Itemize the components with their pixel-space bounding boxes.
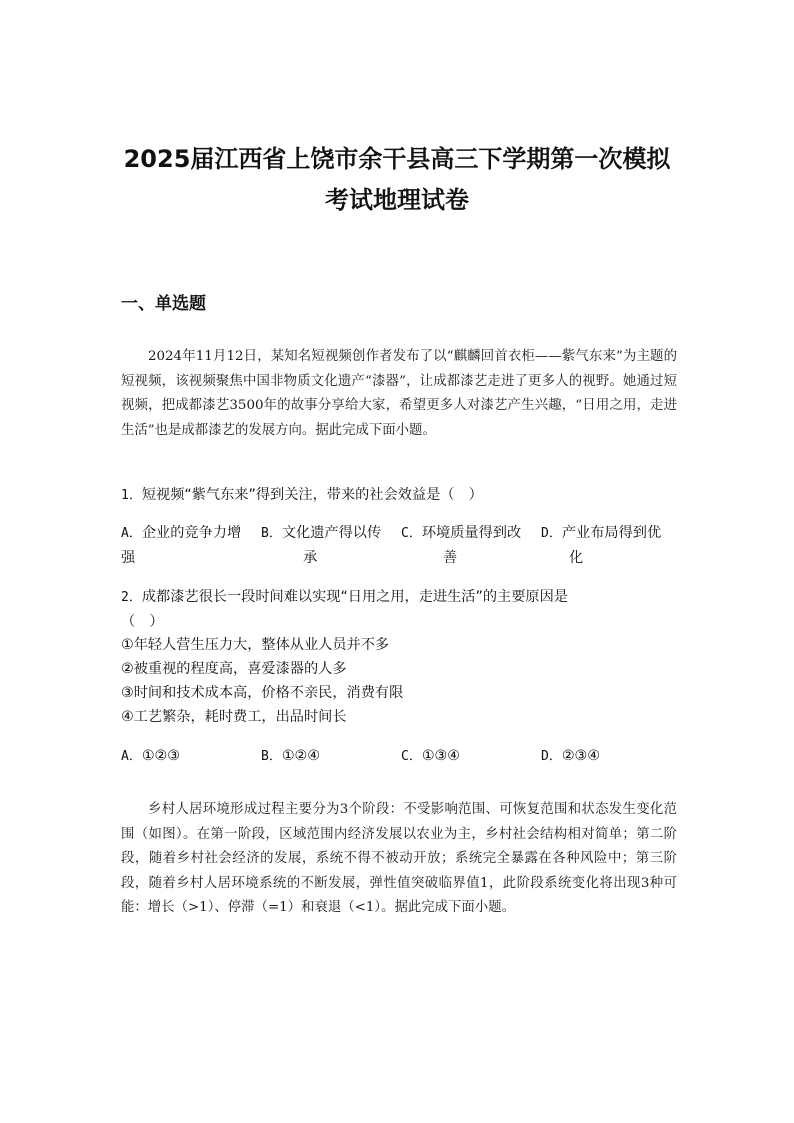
question-1 <box>121 483 681 508</box>
option-letter: C． <box>401 526 422 541</box>
option-text: 产业布局得到优 <box>561 525 662 541</box>
option-text: 文化遗产得以传 <box>281 525 382 541</box>
option-letter: D． <box>541 526 562 541</box>
question-2-option-d[interactable] <box>541 744 681 769</box>
option-letter: B． <box>261 526 282 541</box>
question-1-options <box>121 521 681 570</box>
question-1-option-c[interactable] <box>401 521 541 570</box>
section-heading: 一、单选题 <box>121 294 206 314</box>
statement-2: ②被重视的程度高，喜爱漆器的人多 <box>121 661 347 677</box>
question-2-text: 成都漆艺很长一段时间难以实现“日用之用，走进生活”的主要原因是 <box>141 589 568 605</box>
statement-1: ①年轻人营生压力大，整体从业人员并不多 <box>121 637 390 653</box>
option-text: 企业的竞争力增 <box>141 525 242 541</box>
option-text-wrap: 善 <box>443 550 458 566</box>
option-text: ①②④ <box>281 748 320 764</box>
question-2-option-b[interactable] <box>261 744 401 769</box>
option-text-wrap: 化 <box>569 550 584 566</box>
option-letter: A． <box>121 526 142 541</box>
question-2-number: 2． <box>121 590 142 605</box>
question-1-option-a[interactable] <box>121 521 261 570</box>
passage-1: 2024年11月12日，某知名短视频创作者发布了以“麒麟回首衣柜——紫气东来”为主题的短视频，该视频聚焦中国非物质文化遗产“漆器”，让成都漆艺走进了更多人的视野。她通过短视频，把成都漆艺3500年的故事分享给大家，希望更多人对漆艺产生兴趣，“日用之用，走进生活”也是成都漆艺的发展方向。据此完成下面小题。 <box>121 349 677 438</box>
question-1-text: 短视频“紫气东来”得到关注，带来的社会效益是（ ） <box>141 487 483 503</box>
exam-title-line-2: 考试地理试卷 <box>325 186 469 214</box>
question-1-number: 1． <box>121 488 142 503</box>
question-2-option-c[interactable] <box>401 744 541 769</box>
question-1-option-b[interactable] <box>261 521 401 570</box>
passage-2: 乡村人居环境形成过程主要分为3个阶段：不受影响范围、可恢复范围和状态发生变化范围（如图）。在第一阶段，区域范围内经济发展以农业为主，乡村社会结构相对简单；第二阶段，随着乡村社会经济的发展，系统不得不被动开放；系统完全暴露在各种风险中；第三阶段，随着乡村人居环境系统的不断发展，弹性值突破临界值1，此阶段系统变化将出现3种可能：增长（>1）、停滞（=1）和衰退（<1）。据此完成下面小题。 <box>121 802 677 916</box>
option-letter: C． <box>401 749 422 764</box>
option-letter: B． <box>261 749 282 764</box>
option-letter: A． <box>121 749 142 764</box>
option-text-wrap: 承 <box>303 550 318 566</box>
question-2-blank: （ ） <box>121 614 164 630</box>
option-text: 环境质量得到改 <box>421 525 522 541</box>
statement-3: ③时间和技术成本高，价格不亲民，消费有限 <box>121 685 404 701</box>
question-2 <box>121 585 681 634</box>
option-letter: D． <box>541 749 562 764</box>
question-2-options <box>121 744 681 769</box>
option-text: ②③④ <box>561 748 600 764</box>
option-text: ①②③ <box>141 748 180 764</box>
question-1-option-d[interactable] <box>541 521 681 570</box>
exam-title-line-1: 2025届江西省上饶市余干县高三下学期第一次模拟 <box>123 145 671 173</box>
option-text-wrap: 强 <box>121 550 136 566</box>
option-text: ①③④ <box>421 748 460 764</box>
statement-4: ④工艺繁杂，耗时费工，出品时间长 <box>121 709 347 725</box>
question-2-option-a[interactable] <box>121 744 261 769</box>
